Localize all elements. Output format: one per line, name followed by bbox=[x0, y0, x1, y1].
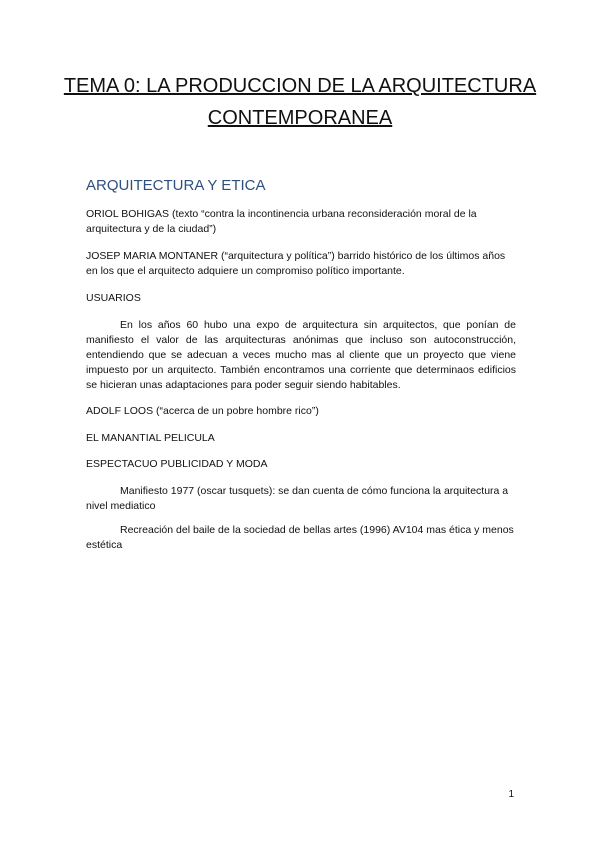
paragraph-loos: ADOLF LOOS (“acerca de un pobre hombre rico”) bbox=[86, 405, 319, 417]
paragraph-bohigas: ORIOL BOHIGAS (texto “contra la incontinencia urbana reconsideración moral de la arquitectura y de la ciudad”) bbox=[86, 208, 477, 235]
heading-espectaculo: ESPECTACUO PUBLICIDAD Y MODA bbox=[86, 458, 268, 470]
paragraph-montaner: JOSEP MARIA MONTANER (“arquitectura y política”) barrido histórico de los últimos años en los que el arquitecto adquiere un compromiso político importante. bbox=[86, 250, 506, 277]
heading-usuarios: USUARIOS bbox=[86, 292, 141, 304]
document-title: TEMA 0: LA PRODUCCION DE LA ARQUITECTURA CONTEMPORANEA bbox=[63, 75, 537, 129]
paragraph-manantial: EL MANANTIAL PELICULA bbox=[86, 432, 215, 444]
paragraph-recreacion: Recreación del baile de la sociedad de bellas artes (1996) AV104 mas ética y menos estética bbox=[86, 524, 514, 551]
page-number: 1 bbox=[508, 789, 514, 800]
paragraph-usuarios: En los años 60 hubo una expo de arquitectura sin arquitectos, que ponían de manifiesto el valor de las arquitecturas anónimas que incluso son autoconstrucción, entendiendo que se adecuan a veces mucho mas al cliente que un proyecto que viene impuesto por un arquitecto. También encontramos una corriente que determinaos edificios se hicieran unas adaptaciones para poder seguir siendo habitables. bbox=[86, 319, 516, 391]
paragraph-manifiesto: Manifiesto 1977 (oscar tusquets): se dan cuenta de cómo funciona la arquitectura a nivel mediatico bbox=[86, 485, 509, 512]
section-heading: ARQUITECTURA Y ETICA bbox=[86, 177, 266, 194]
